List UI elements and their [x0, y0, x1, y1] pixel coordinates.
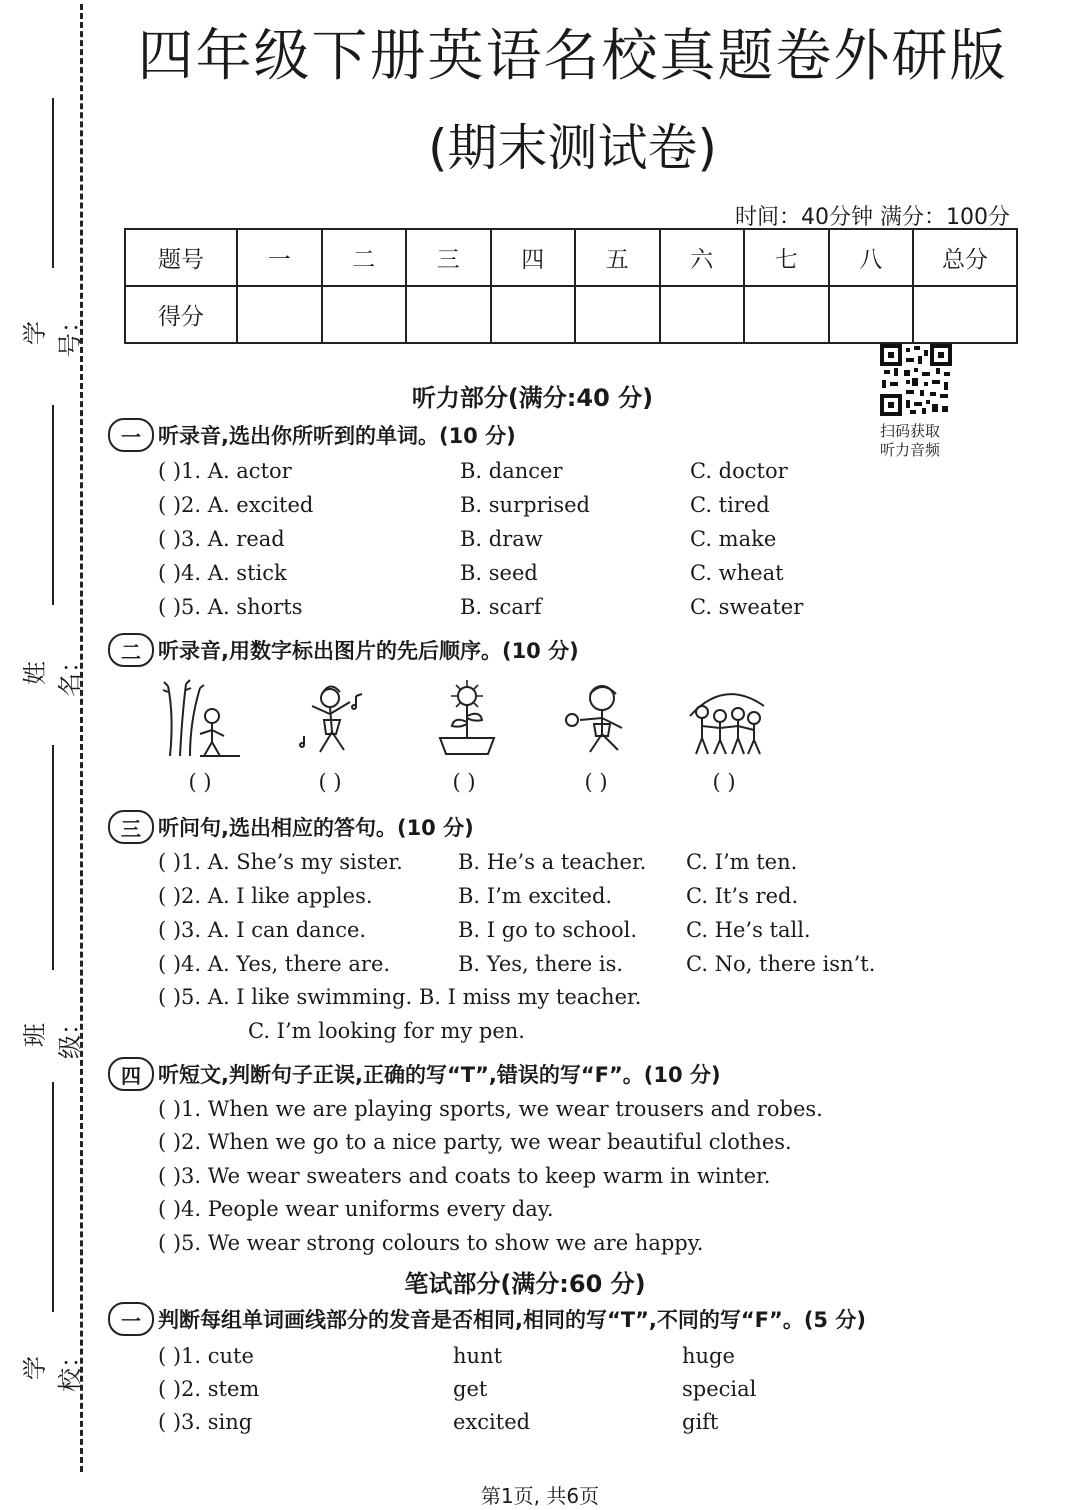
section-title: 判断每组单词画线部分的发音是否相同,相同的写“T”,不同的写“F”。(5 分): [158, 1308, 866, 1332]
word-c: special: [682, 1377, 757, 1401]
picture-order-blank[interactable]: ( ): [712, 770, 736, 794]
score-input-cell[interactable]: [913, 286, 1017, 343]
question-option-a: ( )2. A. I like apples.: [158, 884, 373, 908]
question-row[interactable]: [158, 952, 390, 976]
score-header-cell: 四: [491, 229, 576, 286]
question-option-a: ( )2. A. excited: [158, 493, 314, 517]
score-table-header-row: [125, 229, 1017, 286]
question-option-c: C. tired: [690, 493, 770, 517]
question-option-a: ( )4. A. stick: [158, 561, 287, 585]
question-option-a: ( )3. A. I can dance.: [158, 918, 367, 942]
word-b: excited: [453, 1410, 531, 1434]
question-row[interactable]: [158, 459, 292, 483]
section-title: 听录音,用数字标出图片的先后顺序。(10 分): [158, 639, 579, 663]
true-false-item[interactable]: ( )2. When we go to a nice party, we wear beautiful clothes.: [158, 1130, 792, 1154]
score-header-cell: 八: [829, 229, 914, 286]
question-option-a: ( )1. A. She’s my sister.: [158, 850, 403, 874]
score-header-cell: 题号: [125, 229, 237, 286]
question-option-a: ( )3. A. read: [158, 527, 285, 551]
question-row[interactable]: [158, 918, 366, 942]
word-a: ( )1. cute: [158, 1344, 254, 1368]
section-number-badge: 三: [108, 810, 154, 844]
sunflower-pot-icon: [424, 676, 510, 762]
student-id-label: 学号：: [21, 309, 84, 357]
score-input-cell[interactable]: [575, 286, 660, 343]
question-option-b: B. surprised: [460, 493, 590, 517]
question-option-b: B. I go to school.: [458, 918, 638, 942]
question-option-c: C. doctor: [690, 459, 788, 483]
score-header-cell: 一: [237, 229, 322, 286]
score-table-score-row: [125, 286, 1017, 343]
school-label: 学校：: [21, 1344, 84, 1392]
page-footer: 第1页, 共6页: [480, 1484, 600, 1508]
question-option-c: C. He’s tall.: [686, 918, 811, 942]
score-header-cell: 总分: [913, 229, 1017, 286]
question-row[interactable]: ( )5. A. I like swimming. B. I miss my teacher.: [158, 985, 642, 1009]
score-header-cell: 五: [575, 229, 660, 286]
class-label: 班级：: [21, 1011, 84, 1059]
question-option-c: C. make: [690, 527, 777, 551]
word-b: hunt: [453, 1344, 503, 1368]
question-option-c: C. sweater: [690, 595, 804, 619]
question-option-c: C. No, there isn’t.: [686, 952, 876, 976]
dancing-girl-icon: [290, 676, 376, 762]
true-false-item[interactable]: ( )3. We wear sweaters and coats to keep warm in winter.: [158, 1164, 771, 1188]
score-header-cell: 三: [406, 229, 491, 286]
true-false-item[interactable]: ( )4. People wear uniforms every day.: [158, 1197, 554, 1221]
word-c: huge: [682, 1344, 735, 1368]
question-row[interactable]: [158, 850, 403, 874]
true-false-item[interactable]: ( )5. We wear strong colours to show we are happy.: [158, 1231, 704, 1255]
question-row[interactable]: [158, 527, 285, 551]
question-option-b: B. draw: [460, 527, 543, 551]
question-option-c: C. I’m looking for my pen.: [248, 1019, 525, 1043]
name-line[interactable]: [52, 405, 54, 605]
score-header-cell: 二: [322, 229, 407, 286]
question-option-c: C. It’s red.: [686, 884, 799, 908]
qr-label: [880, 422, 970, 460]
question-option-c: C. wheat: [690, 561, 784, 585]
picture-order-blank[interactable]: ( ): [452, 770, 476, 794]
name-label: 姓名：: [21, 649, 84, 697]
page-title: 四年级下册英语名校真题卷外研版: [137, 24, 1008, 89]
word-c: gift: [682, 1410, 719, 1434]
listening-section-header: 听力部分(满分:40 分): [411, 384, 654, 412]
section-title: 听问句,选出相应的答句。(10 分): [158, 816, 474, 840]
score-input-cell[interactable]: [406, 286, 491, 343]
question-row[interactable]: [158, 1410, 252, 1434]
binding-dashed-line: [80, 4, 83, 1472]
score-input-cell[interactable]: [491, 286, 576, 343]
writing-section-header: 笔试部分(满分:60 分): [404, 1270, 646, 1298]
score-input-cell[interactable]: [829, 286, 914, 343]
question-row[interactable]: [158, 1377, 259, 1401]
time-info: 时间：40分钟 满分：100分: [735, 205, 1010, 230]
question-row[interactable]: [158, 493, 313, 517]
qr-label-line1: 扫码获取: [880, 422, 941, 440]
section-title: 听短文,判断句子正误,正确的写“T”,错误的写“F”。(10 分): [158, 1063, 721, 1087]
qr-label-line2: 听力音频: [880, 441, 941, 459]
question-option-c: C. I’m ten.: [686, 850, 798, 874]
question-row[interactable]: [158, 884, 373, 908]
question-option-b: B. I’m excited.: [458, 884, 613, 908]
score-header-cell: 七: [744, 229, 829, 286]
word-a: ( )3. sing: [158, 1410, 253, 1434]
children-group-icon: [684, 676, 770, 762]
picture-order-blank[interactable]: ( ): [584, 770, 608, 794]
score-input-cell[interactable]: [744, 286, 829, 343]
score-input-cell[interactable]: [660, 286, 745, 343]
picture-order-blank[interactable]: ( ): [318, 770, 342, 794]
question-option-b: B. dancer: [460, 459, 563, 483]
word-a: ( )2. stem: [158, 1377, 260, 1401]
question-option-b: B. scarf: [460, 595, 542, 619]
picture-order-blank[interactable]: ( ): [188, 770, 212, 794]
score-input-cell[interactable]: [237, 286, 322, 343]
section-number-badge: 一: [108, 1302, 154, 1336]
section-number-badge: 二: [108, 633, 154, 667]
question-option-a: ( )5. A. shorts: [158, 595, 303, 619]
question-row[interactable]: [158, 1344, 254, 1368]
section-title: 听录音,选出你所听到的单词。(10 分): [158, 424, 516, 448]
page-subtitle: (期末测试卷): [427, 119, 717, 177]
score-row-label: 得分: [125, 286, 237, 343]
word-b: get: [453, 1377, 488, 1401]
true-false-item[interactable]: ( )1. When we are playing sports, we wear trousers and robes.: [158, 1097, 823, 1121]
question-option-b: B. Yes, there is.: [458, 952, 624, 976]
score-header-cell: 六: [660, 229, 745, 286]
question-row[interactable]: [158, 561, 287, 585]
question-option-b: B. seed: [460, 561, 538, 585]
section-number-badge: 四: [108, 1057, 154, 1091]
score-table: [124, 228, 1018, 344]
score-input-cell[interactable]: [322, 286, 407, 343]
question-row[interactable]: [158, 595, 303, 619]
class-line[interactable]: [52, 745, 54, 970]
question-option-a: ( )4. A. Yes, there are.: [158, 952, 391, 976]
question-option-b: B. He’s a teacher.: [458, 850, 647, 874]
wheat-farmer-icon: [160, 676, 246, 762]
section-number-badge: 一: [108, 418, 154, 452]
girl-running-ball-icon: [556, 676, 642, 762]
question-option-a: ( )1. A. actor: [158, 459, 292, 483]
